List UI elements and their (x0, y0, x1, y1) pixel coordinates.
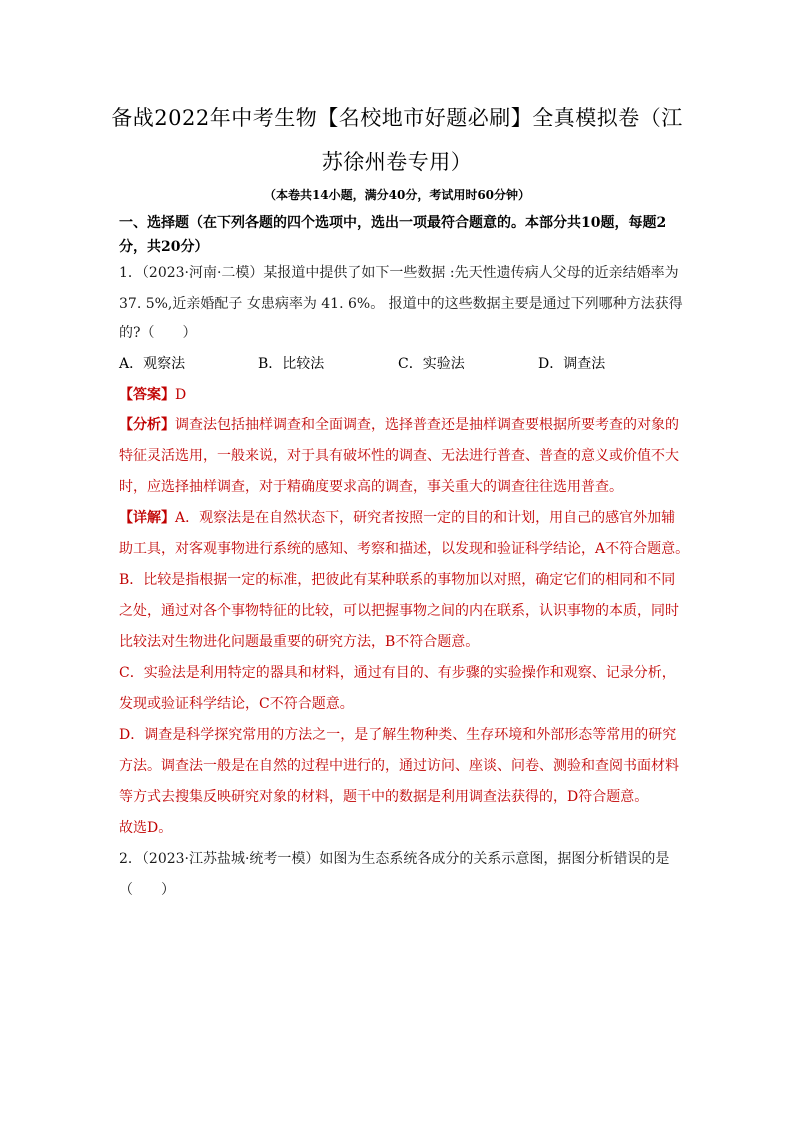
q1-detail-c-line-1: C．实验法是利用特定的器具和材料，通过有目的、有步骤的实验操作和观察、记录分析， (119, 665, 676, 681)
q1-detail-d-line-3: 等方式去搜集反映研究对象的材料，题干中的数据是利用调查法获得的，D符合题意。 (119, 789, 649, 805)
q1-option-c: C．实验法 (398, 356, 465, 372)
section-heading-line-1: 一、选择题（在下列各题的四个选项中，选出一项最符合题意的。本部分共10题，每题2 (119, 215, 667, 231)
answer-label: 【答案】 (119, 387, 175, 403)
q1-stem-line-1: 1．（2023·河南·二模）某报道中提供了如下一些数据 :先天性遗传病人父母的近亲结婚率为 (119, 265, 679, 281)
analysis-label: 【分析】 (119, 417, 175, 433)
q2-stem-line-1: 2．（2023·江苏盐城·统考一模）如图为生态系统各成分的关系示意图，据图分析错误的是 (119, 851, 670, 867)
q1-conclusion: 故选D。 (119, 820, 173, 836)
q1-detail-c-line-2: 发现或验证科学结论，C不符合题意。 (119, 696, 354, 712)
q1-detail-b-line-1: B．比较是指根据一定的标准，把彼此有某种联系的事物加以对照，确定它们的相同和不同 (119, 572, 676, 588)
q1-analysis-line-1 (119, 414, 679, 434)
analysis-text-1: 调查法包括抽样调查和全面调查，选择普查还是抽样调查要根据所要考查的对象的 (175, 417, 679, 433)
q1-analysis-line-2: 特征灵活选用，一般来说，对于具有破坏性的调查、无法进行普查、普查的意义或价值不大 (119, 448, 679, 464)
q1-option-a: A．观察法 (119, 356, 186, 372)
section-heading-line-2: 分，共20分） (119, 239, 209, 255)
title-line-2: 苏徐州卷专用） (321, 150, 473, 174)
exam-info: （本卷共14小题，满分40分，考试用时60分钟） (263, 188, 531, 202)
q1-detail-d-line-2: 方法。调查法一般是在自然的过程中进行的，通过访问、座谈、问卷、测验和查阅书面材料 (119, 758, 679, 774)
q1-option-b: B．比较法 (258, 356, 325, 372)
title-line-1: 备战2022年中考生物【名校地市好题必刷】全真模拟卷（江 (111, 106, 683, 130)
q1-stem-line-2: 37. 5%,近亲婚配子 女患病率为 41. 6%。 报道中的这些数据主要是通过下列哪种方法获得 (119, 296, 683, 312)
q1-detail-a-line-2: 助工具，对客观事物进行系统的感知、考察和描述，以发现和验证科学结论，A不符合题意。 (119, 541, 690, 557)
q1-answer (119, 384, 186, 404)
document-title (110, 96, 684, 184)
q1-detail-b-line-3: 比较法对生物进化问题最重要的研究方法，B不符合题意。 (119, 634, 480, 650)
detail-label: 【详解】 (119, 510, 175, 526)
q2-stem-line-2: （ ） (119, 882, 175, 898)
answer-value: D (175, 387, 187, 403)
q1-detail-d-line-1: D．调查是科学探究常用的方法之一，是了解生物种类、生存环境和外部形态等常用的研究 (119, 727, 677, 743)
q1-option-d: D．调查法 (538, 356, 606, 372)
q1-analysis-line-3: 时，应选择抽样调查，对于精确度要求高的调查，事关重大的调查往往选用普查。 (119, 479, 623, 495)
q1-stem-line-3: 的?（ ） (119, 325, 197, 341)
q1-detail-b-line-2: 之处，通过对各个事物特征的比较，可以把握事物之间的内在联系，认识事物的本质，同时 (119, 603, 679, 619)
detail-a-text-1: A．观察法是在自然状态下，研究者按照一定的目的和计划，用自己的感官外加辅 (175, 510, 676, 526)
q1-detail-a-line-1 (119, 507, 675, 527)
